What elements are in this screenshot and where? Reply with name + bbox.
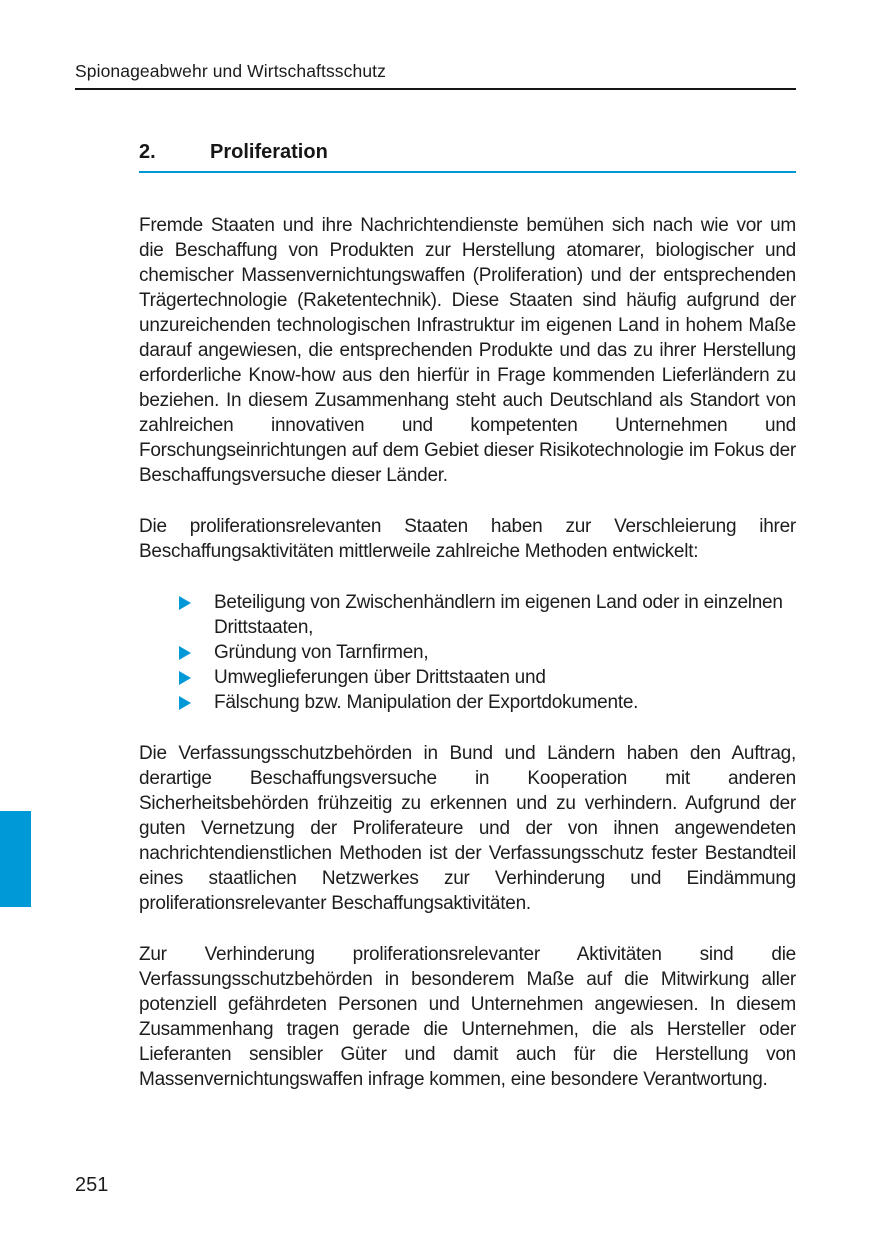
triangle-bullet-icon [179,646,191,660]
section-heading [139,141,328,164]
list-item [139,690,796,715]
list-item [139,665,796,690]
section-heading-rule [139,171,796,173]
paragraph: Fremde Staaten und ihre Nachrichtendienste bemühen sich nach wie vor um die Beschaffung von Produkten zur Herstellung atomarer, biologischer und chemischer Massenvernichtungswaffen (Proliferation) und der entsprechenden Trägertechnologie (Raketentechnik). Diese Staaten sind häufig aufgrund der unzureichenden technologischen Infrastruktur im eigenen Land in hohem Maße darauf angewiesen, die entsprechenden Produkte und das zu ihrer Herstellung erforderliche Know-how aus den hierfür in Frage kommenden Lieferländern zu beziehen. In diesem Zusammenhang steht auch Deutschland als Standort von zahlreichen innovativen und kompetenten Unternehmen und Forschungseinrichtungen auf dem Gebiet dieser Risikotechnologie im Fokus der Beschaffungsversuche dieser Länder. [139,215,796,486]
triangle-bullet-icon [179,671,191,685]
list-item-text: Fälschung bzw. Manipulation der Exportdokumente. [214,692,639,713]
list-item-text: Gründung von Tarnfirmen, [214,642,429,663]
paragraph: Zur Verhinderung proliferationsrelevanter Aktivitäten sind die Verfassungsschutzbehörden in besonderem Maße auf die Mitwirkung aller potenziell gefährdeten Personen und Unternehmen angewiesen. In diesem Zusammenhang tragen gerade die Unternehmen, die als Hersteller oder Lieferanten sensibler Güter und damit auch für die Herstellung von Massenvernichtungswaffen infrage kommen, eine besondere Verantwortung. [139,944,796,1090]
list-item [139,640,796,665]
paragraph: Die proliferationsrelevanten Staaten haben zur Verschleierung ihrer Beschaffungsaktivitäten mittlerweile zahlreiche Methoden entwickelt: [139,516,796,562]
list-item [139,590,796,640]
triangle-bullet-icon [179,596,191,610]
section-number: 2. [139,141,156,163]
paragraph: Die Verfassungsschutzbehörden in Bund und Ländern haben den Auftrag, derartige Beschaffungsversuche in Kooperation mit anderen Sicherheitsbehörden frühzeitig zu erkennen und zu verhindern. Aufgrund der guten Vernetzung der Proliferateure und der von ihnen angewendeten nachrichtendienstlichen Methoden ist der Verfassungsschutz fester Bestandteil eines staatlichen Netzwerkes zur Verhinderung und Eindämmung proliferationsrelevanter Beschaffungsaktivitäten. [139,743,796,914]
running-header: Spionageabwehr und Wirtschaftsschutz [75,61,386,81]
page-number: 251 [75,1174,109,1196]
bullet-list [139,590,796,715]
list-item-text: Beteiligung von Zwischenhändlern im eigenen Land oder in einzelnen Drittstaaten, [214,592,783,638]
list-item-text: Umweglieferungen über Drittstaaten und [214,667,546,688]
triangle-bullet-icon [179,696,191,710]
section-title: Proliferation [210,141,328,163]
header-rule [75,88,796,90]
body-text-column [139,213,796,1092]
margin-marker-bar [0,811,31,907]
